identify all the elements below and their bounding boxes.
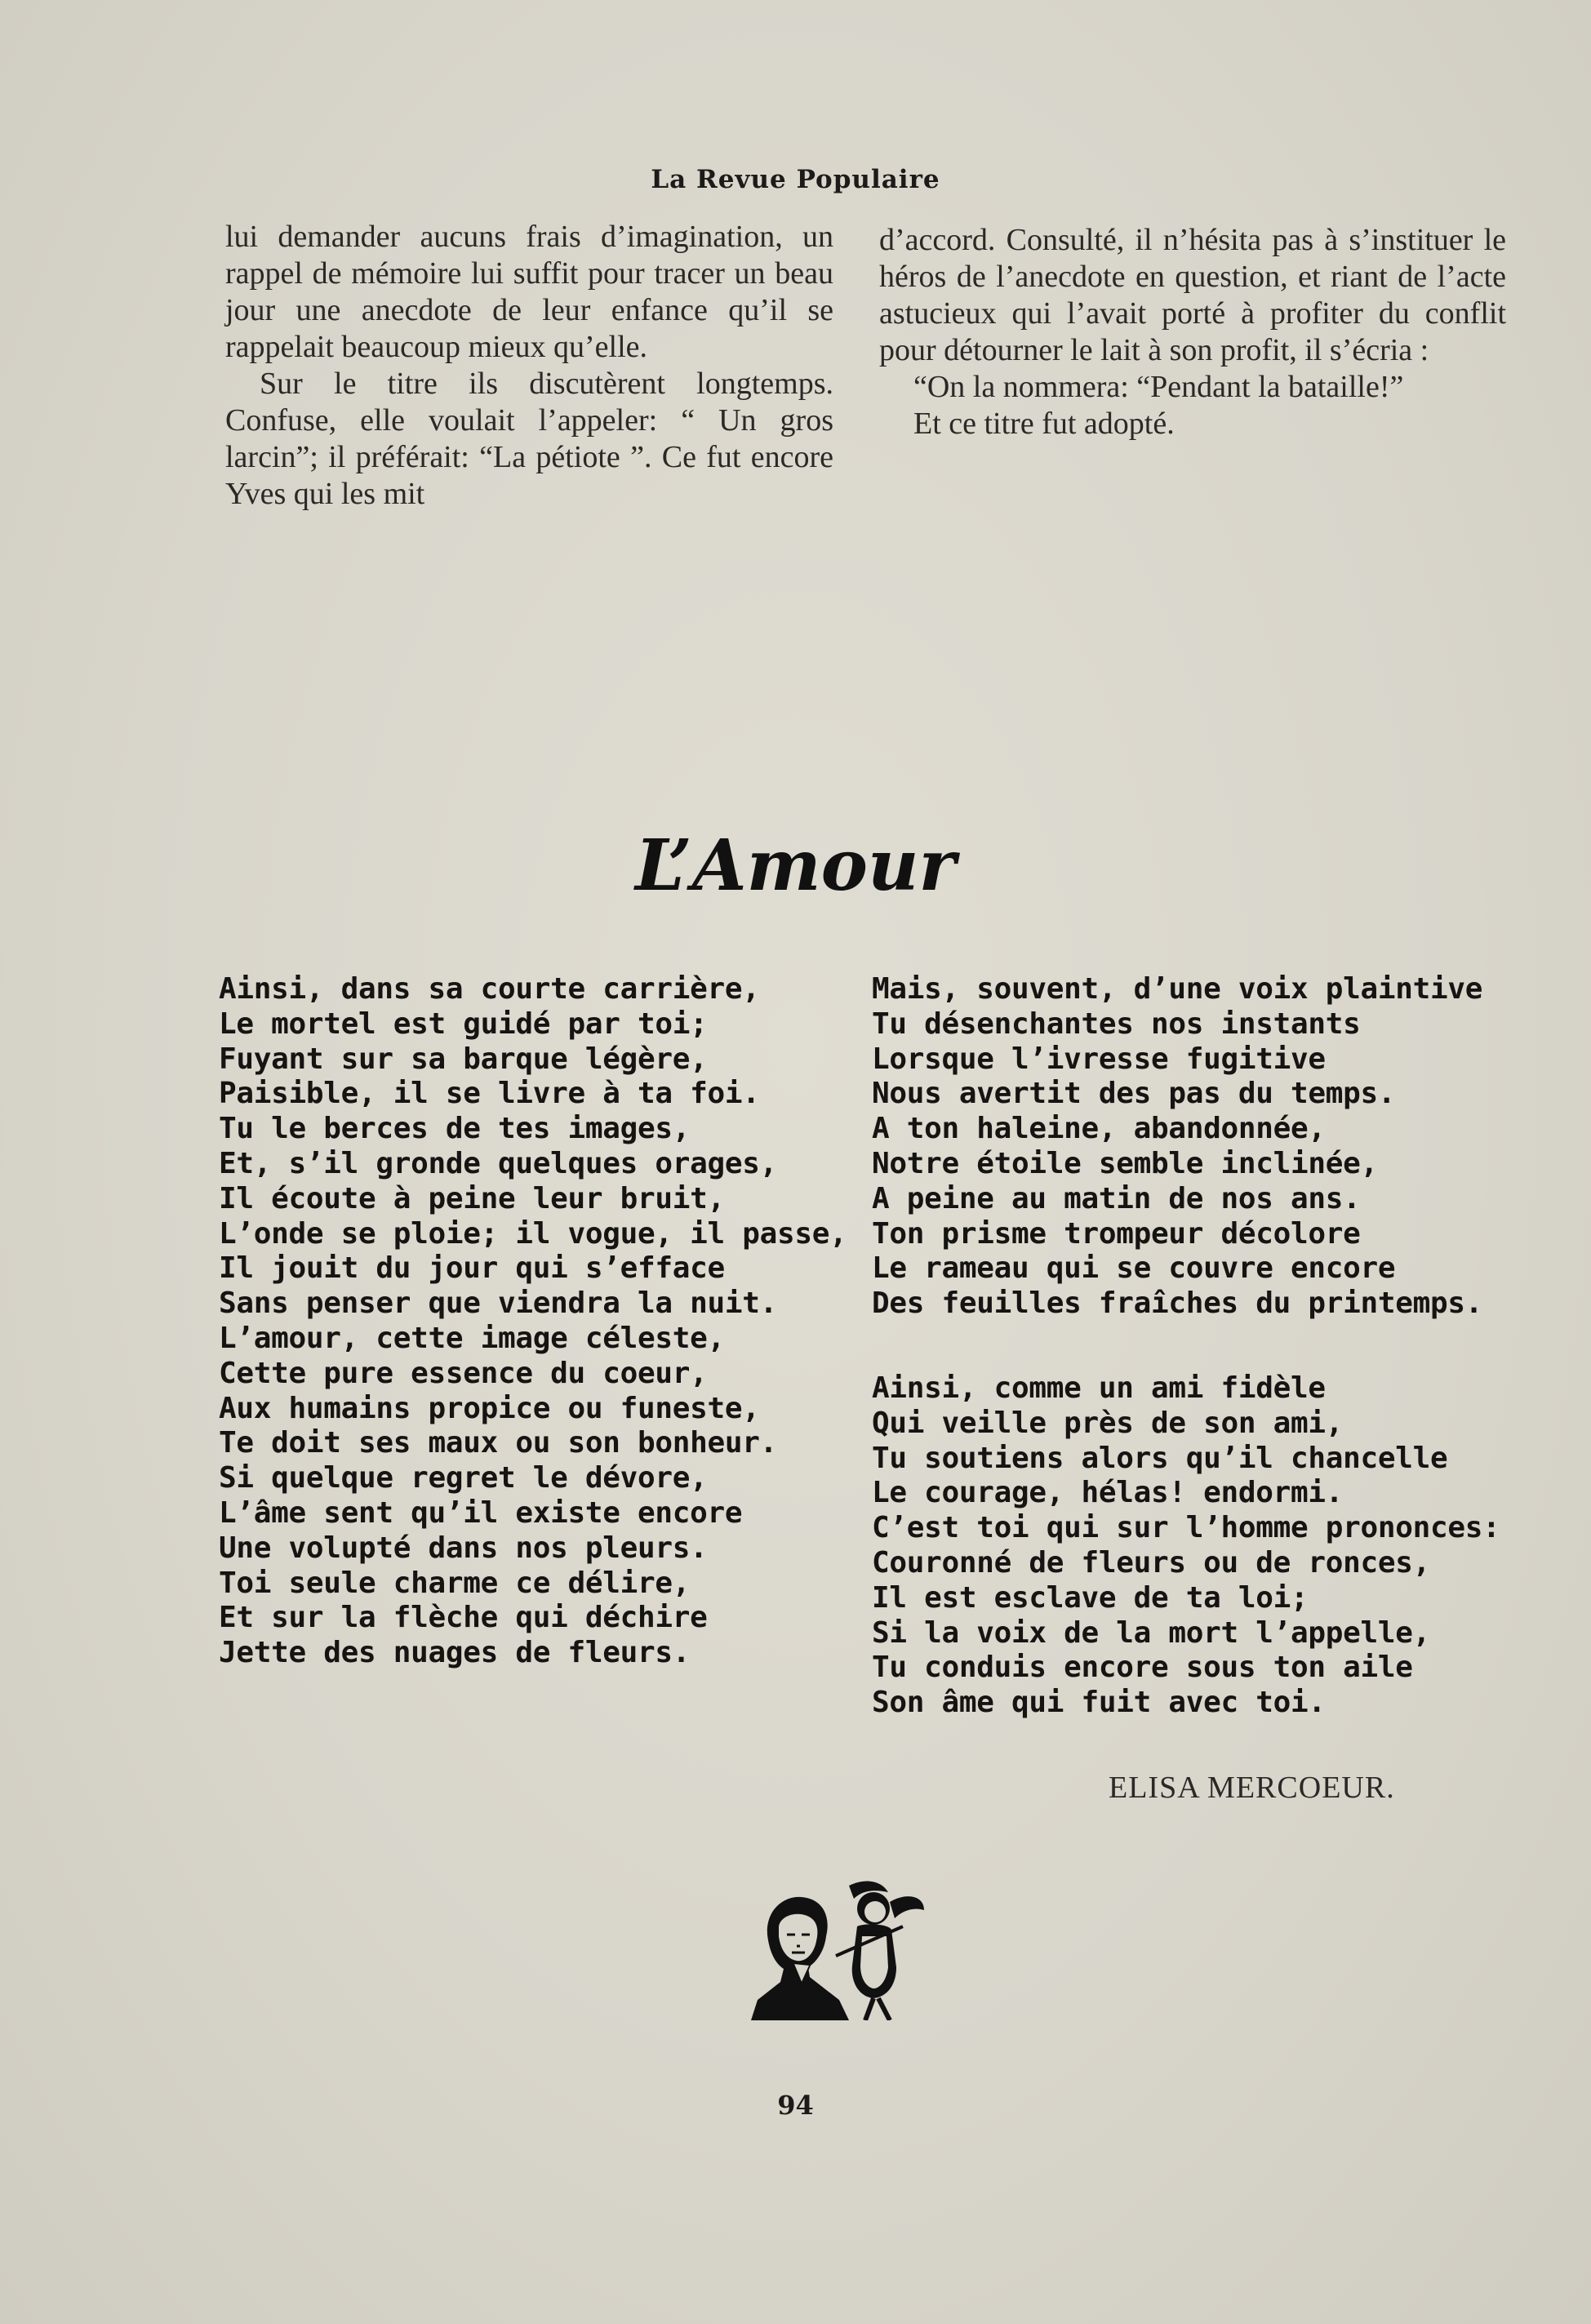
poem-line: Cette pure essence du coeur, (219, 1356, 708, 1390)
prose-paragraph: “On la nommera: “Pendant la bataille!” (913, 370, 1404, 404)
poem-line: Si quelque regret le dévore, (219, 1461, 708, 1495)
poem-line: L’âme sent qu’il existe encore (219, 1495, 743, 1530)
poem-line: Paisible, il se livre à ta foi. (219, 1077, 760, 1111)
cupid-and-lover-vignette-icon (751, 1877, 927, 2020)
poem-line: Tu le berces de tes images, (219, 1112, 691, 1146)
poem-line: Aux humains propice ou funeste, (219, 1391, 760, 1425)
poem-stanza-right-1 (872, 972, 1482, 1322)
poem-column-left (219, 972, 847, 1671)
prose-paragraph: d’accord. Consulté, il n’hésita pas à s’instituer le héros de l’anecdote en question, et riant de l’acte astucieux qui l’avait porté à profiter du conflit pour détourner le lait à son profit, il s’écria : (879, 223, 1506, 367)
poem-line: Le courage, hélas! endormi. (872, 1476, 1344, 1510)
poem-line: Le rameau qui se couvre encore (872, 1251, 1396, 1286)
poem-line: Toi seule charme ce délire, (219, 1566, 691, 1600)
poem-line: Notre étoile semble inclinée, (872, 1146, 1378, 1180)
poem-title: L’Amour (635, 824, 956, 907)
poem-line: Fuyant sur sa barque légère, (219, 1042, 708, 1076)
poem-line: Son âme qui fuit avec toi. (872, 1686, 1326, 1720)
poem-line: Couronné de fleurs ou de ronces, (872, 1545, 1430, 1580)
poem-line: L’onde se ploie; il vogue, il passe, (219, 1216, 847, 1251)
poem-line: Ton prisme trompeur décolore (872, 1216, 1361, 1251)
poem-line: Te doit ses maux ou son bonheur. (219, 1426, 777, 1460)
prose-column-left (225, 219, 833, 513)
poem-line: Si la voix de la mort l’appelle, (872, 1615, 1430, 1650)
poem-line: Tu soutiens alors qu’il chancelle (872, 1441, 1448, 1475)
poem-line: Et, s’il gronde quelques orages, (219, 1146, 777, 1180)
poem-line: Qui veille près de son ami, (872, 1406, 1344, 1440)
poem-line: Nous avertit des pas du temps. (872, 1077, 1396, 1111)
prose-paragraph: Et ce titre fut adopté. (913, 407, 1175, 441)
poem-line: Sans penser que viendra la nuit. (219, 1286, 777, 1321)
poem-line: Il écoute à peine leur bruit, (219, 1181, 725, 1215)
poem-line: Une volupté dans nos pleurs. (219, 1531, 708, 1565)
prose-paragraph: Sur le titre ils discutèrent longtemps. Confuse, elle voulait l’appeler: “ Un gros larcin”; il préférait: “La pétiote ”. Ce fut encore Yves qui les mit (225, 367, 833, 511)
poem-line: Ainsi, comme un ami fidèle (872, 1371, 1326, 1405)
poem-line: Il jouit du jour qui s’efface (219, 1251, 725, 1286)
poem-line: Mais, souvent, d’une voix plaintive (872, 972, 1483, 1006)
prose-column-right (879, 222, 1506, 442)
poem-line: A peine au matin de nos ans. (872, 1181, 1361, 1215)
poem-line: C’est toi qui sur l’homme prononces: (872, 1511, 1500, 1545)
running-header: La Revue Populaire (651, 165, 940, 194)
poem-line: L’amour, cette image céleste, (219, 1321, 725, 1355)
poem-line: Des feuilles fraîches du printemps. (872, 1286, 1483, 1321)
prose-paragraph: lui demander aucuns frais d’imagination, un rappel de mémoire lui suffit pour tracer un beau jour une anecdote de leur enfance qu’il se rappelait beaucoup mieux qu’elle. (225, 220, 833, 364)
poem-line: Tu conduis encore sous ton aile (872, 1651, 1413, 1685)
poem-line: Ainsi, dans sa courte carrière, (219, 972, 760, 1006)
author-signature: ELISA MERCOEUR. (1109, 1771, 1395, 1805)
poem-line: Jette des nuages de fleurs. (219, 1636, 691, 1670)
page-number: 94 (777, 2090, 814, 2121)
poem-line: Il est esclave de ta loi; (872, 1580, 1309, 1615)
poem-line: Tu désenchantes nos instants (872, 1006, 1361, 1041)
poem-line: Le mortel est guidé par toi; (219, 1006, 708, 1041)
poem-line: Lorsque l’ivresse fugitive (872, 1042, 1326, 1076)
poem-line: A ton haleine, abandonnée, (872, 1112, 1326, 1146)
poem-line: Et sur la flèche qui déchire (219, 1601, 708, 1635)
poem-stanza-right-2 (872, 1371, 1500, 1721)
